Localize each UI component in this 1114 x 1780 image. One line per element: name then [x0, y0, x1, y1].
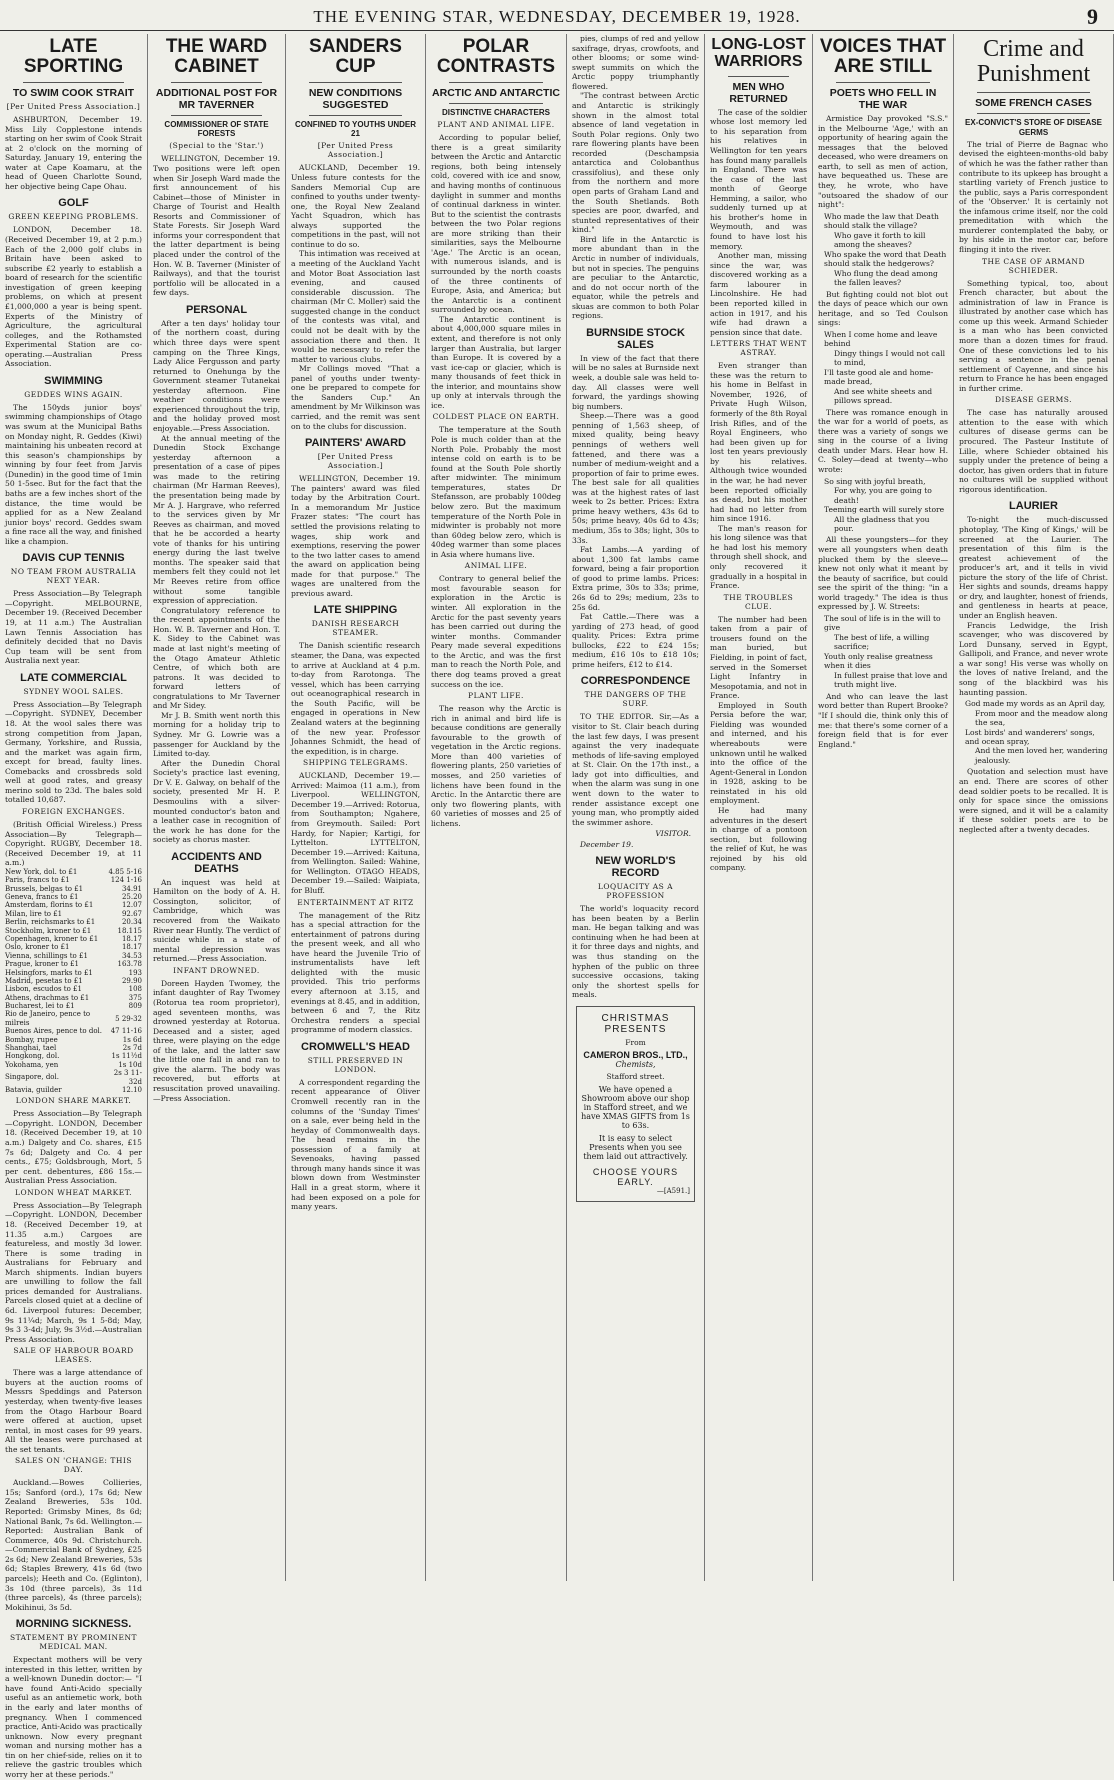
article-body: (British Official Wireless.) Press Association—By Telegraph—Copyright. RUGBY, December 18. (Received December 19, at 11 a.m.) [5, 820, 142, 868]
exchange-row [5, 901, 142, 909]
letter-signature: VISITOR. [655, 829, 691, 839]
article-body: Armistice Day provoked "S.S." in the Melbourne 'Age,' with an opportunity of hearing again the messages that the beloved deceased, who were dreamers on earth, to sell as men of action, have bequeathed us. These are they, he wrote, who have "outsoared the shadow of our night": [818, 114, 948, 210]
advertisement-cameron-bros [576, 1006, 695, 1202]
subhead-poets-fell: POETS WHO FELL IN THE WAR [829, 86, 937, 111]
exchange-row [5, 910, 142, 918]
exchange-rate: 1s 11½d [111, 1052, 142, 1061]
subhead-state-forests: COMMISSIONER OF STATE FORESTS [164, 120, 269, 139]
exchange-currency: Shanghai, tael [5, 1044, 57, 1053]
exchange-rate: 29.90 [121, 976, 142, 985]
article-body: At the annual meeting of the Dunedin Stock Exchange yesterday afternoon a presentation of a case of pipes was made to the retiring chairman (Mr Harman Reeves), the presentation being made by Mr A. J. Hargrave, who referred to the services given by Mr Reeves as chairman, and moved that he be accorded a hearty vote of thanks for his untiring energy during the last twelve months. The speaker said that members felt they could not let Mr Reeves retire from office without some tangible expression of appreciation. [153, 433, 280, 606]
column-polar-contrasts [426, 34, 567, 1581]
subhead-taverner: ADDITIONAL POST FOR MR TAVERNER [155, 86, 278, 111]
newspaper-title: THE EVENING STAR, WEDNESDAY, DECEMBER 19, 1928. [313, 7, 801, 26]
subhead-late-commercial: LATE COMMERCIAL [20, 671, 127, 684]
title-cromwell-london: STILL PRESERVED IN LONDON. [307, 1055, 404, 1074]
subhead-cromwell: CROMWELL'S HEAD [301, 1040, 410, 1053]
article-body: Mr Collings moved "That a panel of youths under twenty-one be prepared to compete for the Sanders Cup." An amendment by Mr Wilkinson was carried, and the remit was sent on to the clubs for discussion. [291, 364, 420, 431]
title-armand-schieder: THE CASE OF ARMAND SCHIEDER. [981, 256, 1086, 275]
letter-date: December 19. [580, 840, 634, 850]
article-body: He had many adventures in the desert in charge of a pontoon section, but following the relief of Kut, he was rejoined by his old company. [710, 805, 807, 873]
exchange-row [5, 1086, 142, 1094]
ad-body-1: We have opened a Showroom above our shop in Stafford street, and we have XMAS GIFTS from 1s to 63s. [581, 1084, 690, 1130]
subhead-french-cases: SOME FRENCH CASES [975, 97, 1092, 110]
title-troubles-clue: THE TROUBLES CLUE. [723, 592, 794, 611]
exchange-row [5, 1027, 142, 1035]
article-body: All these youngsters—for they were all youngsters when death plucked them by the sleeve—knew not only what it meant by the beauty of sacrifice, but could see the spirit of the thing: "in a world tragedy." The idea is thus expressed by J. W. Streets: [818, 535, 948, 612]
exchange-rate: 2s 7d [122, 1044, 142, 1053]
title-coldest-place: COLDEST PLACE ON EARTH. [432, 412, 560, 422]
article-body: The Antarctic continent is about 4,000,000 square miles in extent, and therefore is not only larger than Australia, but larger than Europe. It is covered by a vast ice-cap or glacier, which is many thousands of feet thick in the interior, and mountains show up only at intervals through the ice. [431, 314, 561, 410]
article-body: Fat Lambs.—A yarding of about 1,300 fat lambs came forward, being a fair proportion of good to prime lambs. Prices: Extra prime, 30s to 33s; prime, 26s 6d to 29s; medium, 23s to 25s 6d. [572, 545, 699, 612]
ad-company: CAMERON BROS., LTD., [583, 1049, 688, 1060]
exchange-row [5, 935, 142, 943]
title-no-team: NO TEAM FROM AUSTRALIA NEXT YEAR. [10, 567, 137, 586]
exchange-currency: Milan, lire to £1 [5, 909, 63, 918]
exchange-currency: Oslo, kroner to £1 [5, 943, 70, 952]
article-body: In view of the fact that there will be no sales at Burnside next week, a double sale was held to-day. All classes were well forward, the yardings showing big numbers. [572, 353, 699, 411]
column-voices-still [813, 34, 954, 1581]
article-body: The management of the Ritz has a special attraction for the entertainment of patrons during the present week, and all who have heard the Juvenile Trio of instrumentalists have left delighted with the music provided. This trio performs every afternoon at 3.15, and evenings at 8.45, and in addition, between 6 and 7, the Ritz Orchestra renders a special programme of modern classics. [291, 910, 420, 1035]
exchange-row [5, 994, 142, 1002]
exchange-row [5, 977, 142, 985]
article-body: And who can leave the last word better than Rupert Brooke? "If I should die, think only this of me: that there's some corner of a foreign field that is for ever England." [818, 691, 948, 749]
article-body: TO THE EDITOR. Sir,—As a visitor to St. Clair beach during the last few days, I was present against the very inadequate methods of life-saving employed at St. Clair. On the 17th inst., a lady got into difficulties, and when the alarm was sung in one went down to the water to render assistance except one young man, who promptly aided the swimmer ashore. [572, 712, 699, 827]
article-body: "The contrast between Arctic and Antarctic is strikingly shown in the almost total absence of land vegetation in South Polar regions. Only two rare flowering plants have been recorded (Deschampsia antarctica and Colobanthus crassifolius), and these only from the northern and more open parts of Graham Land and the South Shetlands. Both species are poor, dwarfed, and stunted representatives of their kind." [572, 91, 699, 235]
credit-line: (Special to the 'Star.') [169, 141, 264, 151]
exchange-rate: 2s 3 11-32d [113, 1069, 142, 1086]
exchange-row [5, 876, 142, 884]
exchange-row [5, 1010, 142, 1027]
article-body: WELLINGTON, December 19. The painters' award was filed today by the Arbitration Court. In a memorandum Mr Justice Frazer states: "The court has settled the provisions relating to wages, ship work and exemptions, reserving the power to the two latter cases to amend the award on application being made for that purpose." The wages are unaltered from the previous award. [291, 474, 420, 598]
subhead-late-shipping: LATE SHIPPING [313, 604, 398, 617]
subhead-burnside-stock: BURNSIDE STOCK SALES [586, 326, 685, 351]
article-body: But fighting could not blot out the days of peace which our own heritage, and so Ted Coulson sings: [818, 289, 948, 328]
exchange-rate: 25.20 [121, 892, 142, 901]
exchange-row [5, 952, 142, 960]
exchange-rate: 18.17 [121, 934, 142, 943]
exchange-rate: 47 11-16 [110, 1027, 142, 1036]
article-body: Sheep.—There was a good penning of 1,563 sheep, of mixed quality, being heavy pennings of wethers well fattened, and there was a number of medium-weight and a proportion of fair to prime ewes. The best sale for all qualities was at the highest rates of last week to 2s better. Prices: Extra prime heavy wethers, 43s 6d to 50s; prime heavy, 40s 6d to 43s; medium, 35s to 38s; light, 30s to 33s. [572, 411, 699, 545]
exchange-currency: Berlin, reichsmarks to £1 [5, 918, 96, 927]
title-ritz: ENTERTAINMENT AT RITZ [297, 897, 414, 907]
article-body: The number had been taken from a pair of trousers found on the man buried, but Fielding, in point of fact, served in the Somerset Light Infantry in Mesopotamia, and not in France. [710, 614, 807, 701]
article-body: The man's reason for his long silence was that he had lost his memory through shell shock, and only recovered it gradually in a hospital in France. [710, 523, 807, 591]
exchange-row [5, 1061, 142, 1069]
article-body: The 150yds junior boys' swimming championships of Otago was swum at the Municipal Baths on Monday night, R. Geddes (Kiwi) maintaining his unbeaten record at this season's championships by winning by four feet from Jarvis (Dunedin) in the good time of 1min 50 1-5sec. But for the fact that the baths are a few inches short of the distance, the time would be applied for as a New Zealand junior boys' record. Geddes swam a fine race all the way, and finished like a champion. [5, 402, 142, 546]
exchange-rate: 1s 6d [122, 1035, 142, 1044]
subhead-personal: PERSONAL [185, 303, 248, 316]
article-body: Fat Cattle.—There was a yarding of 273 head, of good quality. Prices: Extra prime bullocks, £22 to £24 15s; medium, £16 10s to £18 10s; prime heifers, £12 to £14. [572, 612, 699, 669]
subhead-disease-germs: EX-CONVICT'S STORE OF DISEASE GERMS [965, 118, 1102, 137]
article-body: There was a large attendance of buyers at the auction rooms of Messrs Speddings and Paterson yesterday, when twenty-five leases from the Otago Harbour Board were offered at auction, upset rental, in most cases for 99 years. All the leases were purchased at the set tenants. [5, 1368, 142, 1454]
heading-sanders-cup: SANDERS CUP [309, 36, 402, 77]
article-body: There was romance enough in the war for a world of poets, as there was a variety of songs we sing in the course of a living death under Mars. Hear how H. C. Soley—dead at twenty—who wrote: [818, 407, 948, 474]
title-animal-life: ANIMAL LIFE. [464, 561, 528, 571]
subhead-golf: GOLF [58, 197, 89, 210]
subhead-correspondence: CORRESPONDENCE [580, 675, 691, 688]
article-body: According to popular belief, there is a great similarity between the Arctic and Antarctic regions, both being intensely cold, covered with ice and snow, and having months of continuous daylight in summer and months of continual darkness in winter. But to the scientist the contrasts between the two Polar regions are more striking than their similarities, says the Melbourne 'Age.' The Arctic is an ocean, with numerous islands, and is surrounded by the north coasts of the three continents of Europe, Asia, and America; but the Antarctic is a continent surrounded by ocean. [431, 133, 561, 315]
ad-body-2: It is easy to select Presents when you see them laid out attractively. [583, 1133, 688, 1161]
article-body: Press Association—By Telegraph—Copyright. LONDON, December 18. (Received December 19, at 10 a.m.) Dalgety and Co. shares, £15 7s 6d; Dalgety and Co. 4 per cents., £75; Goldsbrough, Mort, 5 per cent. debentures, £86 15s.—Australian Press Association. [5, 1109, 142, 1186]
article-body: To-night the much-discussed photoplay, 'The King of Kings,' will be screened at the Laurier. The presentation of this film is the greatest achievement of the producer's art, and it tells in vivid picture the story of the life of Christ. Her sights and sounds, dreams happy or dry, and laughter, honest of friends, and gentleness in hearts at peace, under an English heaven. [959, 515, 1108, 620]
article-body: Even stranger than these was the return to his home in Belfast in November, 1926, of Private Hugh Wilson, formerly of the 8th Royal Irish Rifles, and of the Royal Engineers, who had been given up for lost ten years previously by his relatives. Although twice wounded in the war, he had never been reported officially as dead, but his mother had had no letter from him since 1916. [710, 361, 807, 524]
exchange-currency: Copenhagen, kroner to £1 [5, 934, 99, 943]
exchange-row [5, 927, 142, 935]
subhead-painters-award: PAINTERS' AWARD [304, 437, 406, 450]
title-green-keeping: GREEN KEEPING PROBLEMS. [8, 212, 139, 222]
article-body: LONDON, December 18. (Received December 19, at 2 p.m.) Each of the 2,000 golf clubs in Britain have been asked to subscribe £2 yearly to establish a board of research for the scientific investigation of green keeping problems, on which at present £1,000,000 a year is being spent. Experts of the Ministry of Agriculture, the agricultural colleges, and the Rothamsted Experimental Station are co-operating.—Australian Press Association. [5, 225, 142, 369]
ad-address: Stafford street. [606, 1071, 665, 1081]
subhead-davis-cup: DAVIS CUP TENNIS [22, 552, 125, 565]
article-body: Contrary to general belief the most favourable season for exploration in the Arctic is winter. All exploration in the Arctic for the past seventy years has been carried out during the winter months. Commander Peary made several expeditions to the Arctic, and was the first man to reach the North Pole, and there dog teams proved a great success on the ice. [431, 574, 561, 689]
exchange-rate: 124 1-16 [110, 876, 142, 885]
exchange-currency: Vienna, schillings to £1 [5, 951, 88, 960]
title-dangers-surf: THE DANGERS OF THE SURF. [584, 690, 687, 709]
exchange-currency: Buenos Aires, pence to dol. [5, 1027, 102, 1036]
ad-call-to-action: CHOOSE YOURS EARLY. [592, 1166, 679, 1187]
exchange-currency: Brussels, belgas to £1 [5, 884, 84, 893]
article-body: The Danish scientific research steamer, the Dana, was expected to arrive at Auckland at 4 p.m. to-day from Rarotonga. The vessel, which has been carrying out oceanographical research in the South Pacific, will be engaged in operations in New Zealand waters at the beginning of the new year. Professor Johannes Schmidt, the head of the expedition, is in charge. [291, 641, 420, 756]
exchange-rate: 92.67 [121, 909, 142, 918]
exchange-row [5, 1036, 142, 1044]
title-plant-animal: PLANT AND ANIMAL LIFE. [437, 120, 555, 130]
subhead-new-conditions: NEW CONDITIONS SUGGESTED [308, 86, 403, 111]
article-body: Mr J. B. Smith went north this morning for a holiday trip to Sydney. Mr G. Lowrie was a passenger for Auckland by the Limited to-day. [153, 710, 280, 759]
poem-verse: God made my words as an April day, From moor and the meadow along the sea, Lost birds' and wanderers' songs, and ocean spray, And the men loved her, wandering jealously. [965, 699, 1108, 765]
article-body: After the Dunedin Choral Society's practice last evening, Dr V. E. Galway, on behalf of the society, presented Mr H. P. Desmoulins with a silver-mounted conductor's baton and a leather case in recognition of the work he has done for the society as chorus master. [153, 758, 280, 845]
subhead-morning-sickness: MORNING SICKNESS. [15, 1618, 132, 1631]
exchange-currency: Batavia, guilder [5, 1085, 62, 1094]
credit-line: [Per United Press Association.] [317, 452, 394, 471]
poem-verse: The soul of life is in the will to give The best of life, a willing sacrifice; Youth only realise greatness when it dies In fullest praise that love and truth might live. [824, 613, 948, 690]
article-body: Another man, missing since the war, was discovered working as a farm labourer in Lincolnshire. He had been reported killed in action in 1917, and his wife had drawn a pension since that date. [710, 251, 807, 337]
heading-ward-cabinet: THE WARD CABINET [165, 36, 268, 77]
subhead-accidents: ACCIDENTS AND DEATHS [171, 850, 262, 875]
title-danish-steamer: DANISH RESEARCH STEAMER. [311, 619, 400, 638]
poem-verse: Who made the law that Death should stalk the village? Who gave it forth to kill among the sheaves? Who spake the word that Death should stalk the hedgerows? Who flung the dead among the fallen leaves? [824, 211, 947, 288]
title-geddes: GEDDES WINS AGAIN. [24, 389, 123, 399]
article-body: Auckland.—Bowes Collieries, 15s; Sanford (ord.), 17s 6d; New Zealand Breweries, 53s 10d. Reported: Grimsby Mines, 8s 6d; National Bank, 7s 6d. Wellington.—Reported: Australian Bank of Commerce, 40s 9d. Christchurch.—Commercial Bank of Sydney, £25 2s 6d; New Zealand Breweries, 53s 6d; Staples Brewery, 41s 6d (two parcels); Heeth and Co. (Eglinton), 3s 10d (three parcels), 3s 11d (three parcels), 4s (three parcels); Mokihinui, 3s 5d. [5, 1478, 142, 1612]
column-long-lost-warriors [705, 34, 813, 1581]
poem-verse: So sing with joyful breath, For why, you are going to death! Teeming earth will surely store All the gladness that you pour. [824, 476, 945, 533]
subhead-men-returned: MEN WHO RETURNED [729, 80, 788, 105]
title-foreign-exchanges: FOREIGN EXCHANGES. [21, 807, 126, 816]
exchange-currency: Stockholm, kroner to £1 [5, 926, 92, 935]
exchange-rate: 809 [128, 1002, 142, 1011]
title-loquacity: LOQUACITY AS A PROFESSION [597, 882, 674, 901]
exchange-rate: 108 [128, 985, 142, 994]
exchange-row [5, 1002, 142, 1010]
article-body: The reason why the Arctic is rich in animal and bird life is because conditions are generally favourable to the growth of vegetation in the Arctic regions. More than 400 varieties of flowering plants, 250 varieties of mosses, and 250 varieties of lichens have been found in the Arctic. In the Antarctic there are only two flowering plants, with 60 varieties of mosses and 25 of lichens. [431, 704, 561, 828]
article-body: A correspondent regarding the recent appearance of Oliver Cromwell recently ran in the columns of the 'Sunday Times' on a sale, ever being held in the heyday of Commonwealth days. The head remains in the possession of a family at Sevenoaks, having passed through many hands since it was blown down from Westminster Hall in a great storm, where it had been exposed on a pole for many years. [291, 1077, 420, 1212]
poem-verse: When I come home and leave behind Dingy things I would not call to mind, I'll taste good ale and home-made bread, And see white sheets and pillows spread. [824, 329, 946, 406]
heading-crime-punishment: Crime and Punishment [976, 36, 1091, 88]
subhead-arctic-antarctic: ARCTIC AND ANTARCTIC [432, 86, 560, 99]
title-disease-germs: DISEASE GERMS. [994, 395, 1073, 405]
title-shipping-telegrams: SHIPPING TELEGRAMS. [302, 758, 409, 768]
subhead-youths: CONFINED TO YOUTHS UNDER 21 [294, 120, 417, 139]
article-body: An inquest was held at Hamilton on the body of A. H. Cossington, solicitor, of Cambridge, which was recovered from the Waikato River near Huntly. The verdict of suicide while in a state of mental depression was returned.—Press Association. [153, 877, 280, 964]
exchange-rate: 163.78 [117, 960, 142, 969]
exchange-rate: 18.115 [117, 926, 142, 935]
exchange-row [5, 918, 142, 926]
article-body: AUCKLAND, December 19. Unless future contests for the Sanders Memorial Cup are confined to youths under twenty-one, the Royal New Zealand Yacht Squadron, which has always supported the competitions in the past, will not continue to do so. [291, 163, 420, 249]
article-body: Congratulatory reference to the recent appointments of the Hon. W. B. Taverner and Hon. T. K. Sidey to the Cabinet was made at last night's meeting of the Otago Amateur Athletic Centre, of which both are patrons. It was decided to forward letters of congratulations to Mr Taverner and Mr Sidey. [153, 605, 280, 711]
exchange-currency: Rio de Janeiro, pence to milreis [5, 1010, 91, 1027]
exchange-rate: 5 29-32 [115, 1014, 142, 1023]
column-sanders-cup [286, 34, 426, 1581]
article-body: The trial of Pierre de Bagnac who devised the eighteen-months-old baby of which he was the father rather than contribute to its upkeep has brought a startling variety of French justice to the public, says a Paris correspondent of the 'Observer.' It is certainly not the infamous crime itself, nor the cold premeditation with which the murderer contemplated the baby, or by his side in the motor car, before flinging it into the river. [959, 139, 1108, 254]
article-body: Employed in South Persia before the war, Fielding was wounded and interned, and his whereabouts were unknown until he walked into the office of the Agent-General in London in 1928, asking to be reinstated in his old employment. [710, 700, 807, 806]
article-body: Press Association—By Telegraph—Copyright. SYDNEY, December 18. At the wool sales there was strong competition from Japan, Germany, Yorkshire, and Russia, and the market was again firm, except for bread, faulty lines. Comebacks and crossbreds sold well at good rates, and greasy merino sold to 23d. The bales sold totalled 10,687. [5, 699, 142, 805]
exchange-rate: 12.10 [121, 1085, 142, 1094]
exchange-row [5, 960, 142, 968]
exchange-rate: 4.85 5-16 [108, 867, 142, 876]
title-share-market: LONDON SHARE MARKET. [15, 1096, 132, 1106]
article-body: After a ten days' holiday tour of the northern coast, during which three days were spent camping on the Three Kings, Lady Alice Fergusson and party returned to Onehunga by the Government steamer Tutanekai yesterday afternoon. Fine weather conditions were experienced throughout the trip, and the holiday proved most enjoyable.—Press Association. [153, 318, 280, 433]
exchange-row [5, 893, 142, 901]
heading-long-lost-warriors: LONG-LOST WARRIORS [711, 36, 806, 70]
article-body: The case of the soldier whose lost memory led to his separation from his relatives in Wellington for ten years has found many parallels in England. There was the case of the last month of George Hemming, a sailor, who suddenly turned up at his brother's home in Weymouth, and was found to have lost his memory. [710, 107, 807, 251]
article-body: AUCKLAND, December 19.—Arrived: Maimoa (11 a.m.), from Liverpool. WELLINGTON, December 19.—Arrived: Rotorua, from Southampton; Ngahere, from Greymouth. Sailed: Port Hardy, for Napier; Kartigi, for Lyttelton. LYTTELTON, December 19.—Arrived: Kaituna, from Wellington. Sailed: Wahine, for Wellington. OTAGO HEADS, December 19.—Sailed: Waipiata, for Bluff. [291, 771, 420, 895]
exchange-row [5, 868, 142, 876]
title-wool-sales: SYDNEY WOOL SALES. [23, 686, 124, 696]
article-body: Doreen Hayden Twomey, the infant daughter of Ray Twomey (Rotorua tea room proprietor), aged seventeen months, was drowned yesterday at Rotorua. Deceased and a sister, aged three, were playing on the edge of the lake, and the latter saw the little one fall in and ran to give the alarm. The body was recovered, but efforts at resuscitation proved unavailing.—Press Association. [153, 978, 280, 1103]
title-letters-astray: LETTERS THAT WENT ASTRAY. [710, 339, 807, 358]
exchange-row [5, 1052, 142, 1060]
article-body: ASHBURTON, December 19. Miss Lily Copplestone intends starting on her swim of Cook Strait at 2 o'clock on the morning of Saturday, January 19, entering the water at Cape Koamaru, at the head of Queen Charlotte Sound, her objective being Cape Ohau. [5, 114, 142, 191]
article-body: Expectant mothers will be very interested in this letter, written by a well-known Dunedin doctor:— "I have found Anti-Acido specially useful as an antiemetic work, both in the early and later months of pregnancy. When I commenced practice, Anti-Acido was practically unknown. Now every pregnant woman and nursing mother has a tin on her chief-side, relies on it to relieve the gastric troubles which worry her at these periods." [5, 1655, 142, 1779]
subhead-swimming: SWIMMING [44, 374, 103, 387]
article-body: The temperature at the South Pole is much colder than at the North Pole. Probably the most intense cold on earth is to be found at the South Pole shortly after midwinter. The minimum temperatures, states Dr Stefansson, are probably 100deg below zero. But the maximum temperature of the North Pole in midwinter is probably not more than 60deg below zero, which is 40deg warmer than some places in Asia where humans live. [431, 425, 561, 559]
subhead-world-record: NEW WORLD'S RECORD [595, 855, 676, 880]
exchange-currency: Bucharest, lei to £1 [5, 1002, 75, 1011]
article-body: Press Association—By Telegraph—Copyright. MELBOURNE, December 19. (Received December 19, at 11 a.m.) The Australian Lawn Tennis Association has definitely decided that no Davis Cup team will be sent from Australia next year. [5, 589, 142, 666]
article-body: Quotation and selection must have an end. There are scores of other dead soldier poets to be recalled. It is only for space since the omissions were signed, and it will be a calamity if these soldier poets are to be neglected after a twenty decades. [959, 767, 1108, 834]
credit-line: [Per United Press Association.] [317, 141, 394, 160]
page-number: 9 [1087, 4, 1098, 29]
exchange-row [5, 943, 142, 951]
article-body: WELLINGTON, December 19. Two positions were left open when Sir Joseph Ward made the first announcement of his Cabinet—those of Minister in Charge of Tourist and Health Resorts and Commissioner of State Forests. Sir Joseph Ward informs your correspondent that the latter department is being placed under the control of the Hon. W. B. Taverner (Minister of Railways), and that the tourist portfolio will be allocated in a few days. [153, 154, 280, 298]
exchange-row [5, 885, 142, 893]
heading-late-sporting: LATE SPORTING [23, 36, 124, 77]
exchange-rate: 12.07 [121, 901, 142, 910]
subhead-cook-strait: TO SWIM COOK STRAIT [12, 86, 135, 99]
exchange-currency: Bombay, rupee [5, 1035, 58, 1044]
article-body: The case has naturally aroused attention to the ease with which cultures of disease germs can be procured. The Pasteur Institute of Lille, where Schieder obtained his supply under the pretence of being a doctor, has given orders that in future no cultures will be supplied without rigorous identification. [959, 408, 1108, 494]
exchange-rate: 193 [128, 968, 142, 977]
title-medical-statement: STATEMENT BY PROMINENT MEDICAL MAN. [9, 1633, 138, 1652]
exchange-currency: Singapore, dol. [5, 1073, 59, 1082]
exchange-row [5, 1044, 142, 1052]
exchange-rate: 34.53 [121, 951, 142, 960]
exchange-currency: Hongkong, dol. [5, 1052, 60, 1061]
exchange-rate: 1s 10d [118, 1060, 142, 1069]
exchange-currency: Prague, kroner to £1 [5, 960, 79, 969]
ad-from: From [625, 1037, 646, 1047]
article-body: pies, clumps of red and yellow saxifrage, dryas, crowfoots, and other blooms; or some wind-swept summits on which the Arctic poppy triumphantly flowered. [572, 34, 699, 91]
exchange-table [5, 868, 142, 1095]
title-infant-drowned: INFANT DROWNED. [173, 965, 260, 975]
ad-code: —[A591.] [656, 1186, 690, 1195]
exchange-currency: Geneva, francs to £1 [5, 892, 79, 901]
exchange-currency: Yokohama, yen [5, 1060, 59, 1069]
title-wheat-market: LONDON WHEAT MARKET. [14, 1187, 133, 1197]
exchange-rate: 34.91 [121, 884, 142, 893]
exchange-currency: Lisbon, escudos to £1 [5, 985, 82, 994]
article-body: Something typical, too, about French character, but about the administration of law in France is illustrated by another case which has come up this week. Armand Schieder is a man who has been convicted more than a dozen times for fraud. One of these convictions led to his serving a sentence in the penal settlement of Cayenne, and since his return to France he has been engaged in further crime. [959, 278, 1108, 393]
column-stock-sales [567, 34, 705, 1581]
exchange-row [5, 1069, 142, 1086]
article-body: Bird life in the Antarctic is more abundant than in the Arctic in number of individuals, but not in species. The penguins are peculiar to the Antarctic, and do not occur north of the equator, while the petrels and skuas are common to both Polar regions. [572, 234, 699, 321]
exchange-row [5, 985, 142, 993]
ad-trade: Chemists, [615, 1059, 656, 1069]
title-harbour-leases: SALE OF HARBOUR BOARD LEASES. [13, 1346, 134, 1365]
subhead-laurier: LAURIER [1009, 500, 1058, 513]
exchange-currency: Paris, francs to £1 [5, 876, 70, 885]
exchange-currency: Helsingfors, marks to £1 [5, 968, 93, 977]
article-body: Press Association—By Telegraph—Copyright. LONDON, December 18. (Received December 19, at 11.35 a.m.) Cargoes are featureless, and mostly 3d lower. There is some trading in Australians for February and March shipments. Indian buyers are unwilling to follow the fall prices demanded for Australians. Parcels closed quiet at a decline of 6d. Liverpool futures: December, 9s 11¼d; March, 9s 1 5-8d; May, 9s 3 3-4d; July, 9s 3½d.—Australian Press Association. [5, 1200, 142, 1344]
exchange-currency: Amsterdam, florins to £1 [5, 901, 94, 910]
subhead-distinctive: DISTINCTIVE CHARACTERS [441, 107, 550, 117]
exchange-row [5, 969, 142, 977]
exchange-rate: 375 [128, 993, 142, 1002]
exchange-rate: 18.17 [121, 943, 142, 952]
column-late-sporting [0, 34, 148, 1779]
title-plant-life: PLANT LIFE. [468, 691, 524, 701]
ad-headline: CHRISTMAS PRESENTS [601, 1012, 670, 1035]
column-crime-punishment [954, 34, 1114, 1581]
title-sales-change: SALES ON 'CHANGE: THIS DAY. [15, 1456, 132, 1475]
exchange-currency: New York, dol. to £1 [5, 867, 78, 876]
column-ward-cabinet [148, 34, 286, 1581]
heading-polar-contrasts: POLAR CONTRASTS [436, 36, 556, 77]
article-body: This intimation was received at a meeting of the Auckland Yacht and Motor Boat Association last evening, and caused considerable discussion. The chairman (Mr C. Moller) said the suggested change in the conduct of the contests was vital, and could not be dealt with by the association there and then. It would be necessary to refer the matter to various clubs. [291, 249, 420, 364]
article-body: The world's loquacity record has been beaten by a Berlin man. He began talking and was continuing when he had been at it for three days and nights, and was thus standing on the hyphen of the public on three successive occasions, taking only the shortest spells for meals. [572, 904, 699, 1000]
exchange-currency: Athens, drachmas to £1 [5, 993, 90, 1002]
credit-line: [Per United Press Association.] [6, 101, 141, 111]
exchange-rate: 20.34 [121, 918, 142, 927]
masthead [0, 0, 1114, 31]
article-body: Francis Ledwidge, the Irish scavenger, who was discovered by Lord Dunsany, served in Egypt, Gallipoli, and France, and never wrote a war song! His verse was wholly on the loves of native Ireland, and the song of the blackbird was his haunting passion. [959, 620, 1108, 697]
exchange-currency: Madrid, pesetas to £1 [5, 976, 83, 985]
heading-voices-still: VOICES THAT ARE STILL [819, 36, 947, 77]
